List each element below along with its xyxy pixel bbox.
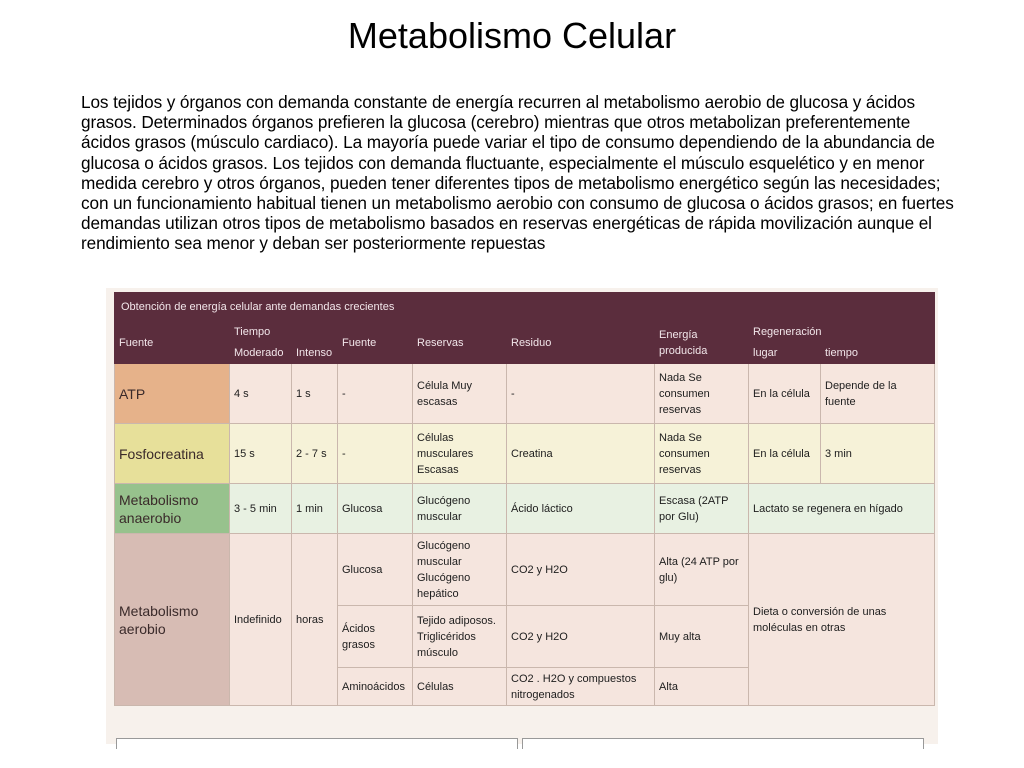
cell-aer-residuo-acidos: CO2 y H2O xyxy=(507,606,655,668)
cell-fos-fuente: - xyxy=(338,424,413,484)
cell-fos-moderado: 15 s xyxy=(230,424,292,484)
header-energia: Energía producida xyxy=(655,322,749,364)
row-label-fosfocreatina: Fosfocreatina xyxy=(115,424,230,484)
header-lugar: lugar xyxy=(749,343,821,364)
row-label-anaerobio: Metabolismo anaerobio xyxy=(115,484,230,534)
cell-aer-residuo-aminoacidos: CO2 . H2O y compuestos nitrogenados xyxy=(507,668,655,706)
table-row-atp xyxy=(115,364,935,424)
footer-box-right xyxy=(522,738,924,749)
header-intenso: Intenso xyxy=(292,343,338,364)
cell-ana-reservas: Glucógeno muscular xyxy=(413,484,507,534)
header-fuente-2: Fuente xyxy=(338,322,413,364)
cell-aer-fuente-acidos: Ácidos grasos xyxy=(338,606,413,668)
cell-ana-regeneracion: Lactato se regenera en hígado xyxy=(749,484,935,534)
cell-fos-energia: Nada Se consumen reservas xyxy=(655,424,749,484)
row-label-aerobio: Metabolismo aerobio xyxy=(115,534,230,706)
cell-fos-intenso: 2 - 7 s xyxy=(292,424,338,484)
energy-table xyxy=(114,292,935,706)
cell-atp-moderado: 4 s xyxy=(230,364,292,424)
cell-atp-fuente: - xyxy=(338,364,413,424)
header-regeneracion: Regeneración xyxy=(749,322,935,343)
row-label-atp: ATP xyxy=(115,364,230,424)
slide-title: Metabolismo Celular xyxy=(347,15,677,56)
footer-box-left xyxy=(116,738,518,749)
header-reservas: Reservas xyxy=(413,322,507,364)
cell-ana-moderado: 3 - 5 min xyxy=(230,484,292,534)
header-fuente: Fuente xyxy=(115,322,230,364)
header-moderado: Moderado xyxy=(230,343,292,364)
cell-atp-lugar: En la célula xyxy=(749,364,821,424)
cell-aer-fuente-aminoacidos: Aminoácidos xyxy=(338,668,413,706)
cell-atp-tiempo: Depende de la fuente xyxy=(821,364,935,424)
table-row-anaerobio xyxy=(115,484,935,534)
table-header-row xyxy=(115,322,935,343)
table-row-aerobio-glucosa xyxy=(115,534,935,606)
cell-aer-energia-acidos: Muy alta xyxy=(655,606,749,668)
table-caption: Obtención de energía celular ante demandas crecientes xyxy=(115,293,935,322)
cell-aer-intenso: horas xyxy=(292,534,338,706)
cell-fos-reservas: Células musculares Escasas xyxy=(413,424,507,484)
cell-aer-energia-glucosa: Alta (24 ATP por glu) xyxy=(655,534,749,606)
cell-aer-energia-aminoacidos: Alta xyxy=(655,668,749,706)
cell-ana-intenso: 1 min xyxy=(292,484,338,534)
cell-aer-reservas-acidos: Tejido adiposos. Triglicéridos músculo xyxy=(413,606,507,668)
header-tiempo: Tiempo xyxy=(230,322,338,343)
cell-aer-fuente-glucosa: Glucosa xyxy=(338,534,413,606)
cell-atp-energia: Nada Se consumen reservas xyxy=(655,364,749,424)
cell-ana-fuente: Glucosa xyxy=(338,484,413,534)
cell-fos-tiempo: 3 min xyxy=(821,424,935,484)
cell-aer-residuo-glucosa: CO2 y H2O xyxy=(507,534,655,606)
table-row-fosfocreatina xyxy=(115,424,935,484)
energy-table-figure xyxy=(106,288,938,744)
header-tiempo-2: tiempo xyxy=(821,343,935,364)
cell-atp-reservas: Célula Muy escasas xyxy=(413,364,507,424)
header-residuo: Residuo xyxy=(507,322,655,364)
cell-ana-energia: Escasa (2ATP por Glu) xyxy=(655,484,749,534)
cell-aer-reservas-glucosa: Glucógeno muscular Glucógeno hepático xyxy=(413,534,507,606)
cell-atp-intenso: 1 s xyxy=(292,364,338,424)
cell-aer-reservas-aminoacidos: Células xyxy=(413,668,507,706)
cell-fos-lugar: En la célula xyxy=(749,424,821,484)
cell-fos-residuo: Creatina xyxy=(507,424,655,484)
cell-atp-residuo: - xyxy=(507,364,655,424)
cell-aer-moderado: Indefinido xyxy=(230,534,292,706)
cell-aer-regeneracion: Dieta o conversión de unas moléculas en otras xyxy=(749,534,935,706)
slide-body-text: Los tejidos y órganos con demanda constante de energía recurren al metabolismo aerobio de glucosa y ácidos grasos. Determinados órganos prefieren la glucosa (cerebro) mientras que otros metabolizan preferentemente ácidos grasos (músculo cardiaco). La mayoría puede variar el tipo de consumo dependiendo de la abundancia de glucosa o ácidos grasos. Los tejidos con demanda fluctuante, especialmente el músculo esquelético y en menor medida cerebro y otros órganos, pueden tener diferentes tipos de metabolismo energético según las necesidades; con un funcionamiento habitual tienen un metabolismo aerobio con consumo de glucosa o ácidos grasos; en fuertes demandas utilizan otros tipos de metabolismo basados en reservas energéticas de rápida movilización aunque el rendimiento sea menor y deban ser posteriormente repuestas xyxy=(81,92,954,254)
cell-ana-residuo: Ácido láctico xyxy=(507,484,655,534)
table-caption-row xyxy=(115,293,935,322)
